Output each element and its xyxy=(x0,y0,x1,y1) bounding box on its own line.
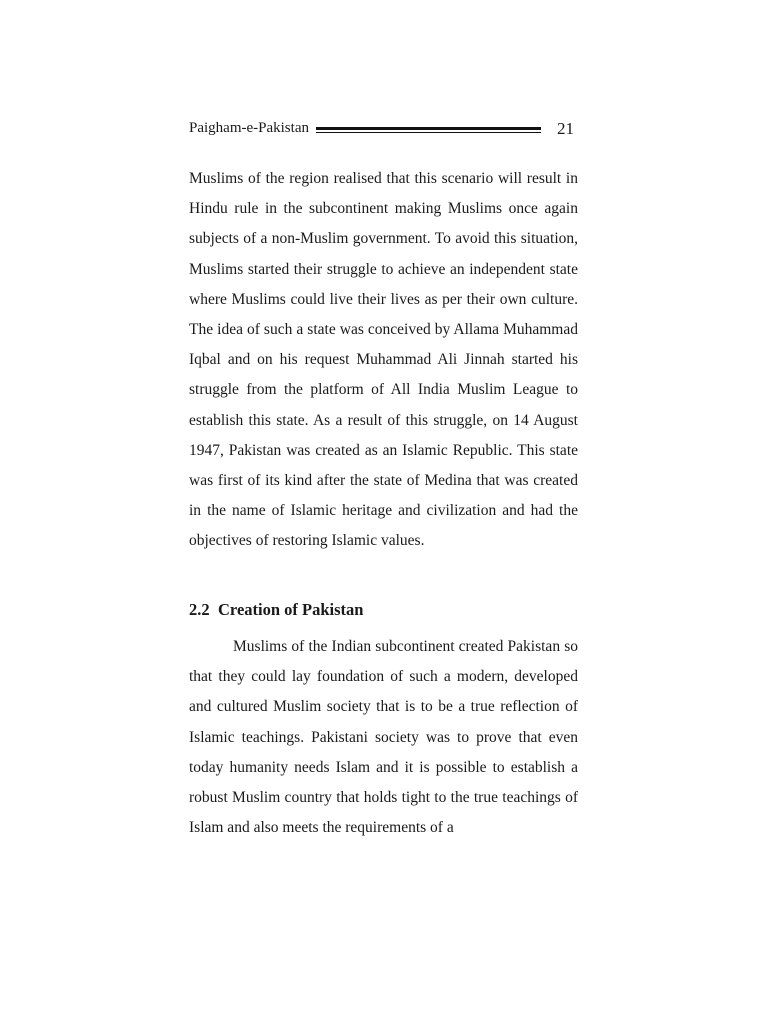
body-paragraph-1: Muslims of the region realised that this scenario will result in Hindu rule in the subcontinent making Muslims once again subjects of a non-Muslim government. To avoid this situation, Muslims started their struggle to achieve an independent state where Muslims could live their lives as per their own culture. The idea of such a state was conceived by Allama Muhammad Iqbal and on his request Muhammad Ali Jinnah started his struggle from the platform of All India Muslim League to establish this state. As a result of this struggle, on 14 August 1947, Pakistan was created as an Islamic Republic. This state was first of its kind after the state of Medina that was created in the name of Islamic heritage and civilization and had the objectives of restoring Islamic values. xyxy=(189,170,578,550)
header-title: Paigham-e-Pakistan xyxy=(189,120,309,136)
page-number: 21 xyxy=(557,119,574,138)
section-number: 2.2 xyxy=(189,600,210,619)
running-header xyxy=(189,118,578,140)
document-page xyxy=(189,0,578,1024)
header-rule-thin xyxy=(316,132,541,133)
section-title: Creation of Pakistan xyxy=(218,600,364,619)
header-rule xyxy=(316,127,541,130)
body-paragraph-2: Muslims of the Indian subcontinent created Pakistan so that they could lay foundation of such a modern, developed and cultured Muslim society that is to be a true reflection of Islamic teachings. Pakistani society was to prove that even today humanity needs Islam and it is possible to establish a robust Muslim country that holds tight to the true teachings of Islam and also meets the requirements of a xyxy=(189,638,578,837)
section-heading xyxy=(189,598,363,622)
